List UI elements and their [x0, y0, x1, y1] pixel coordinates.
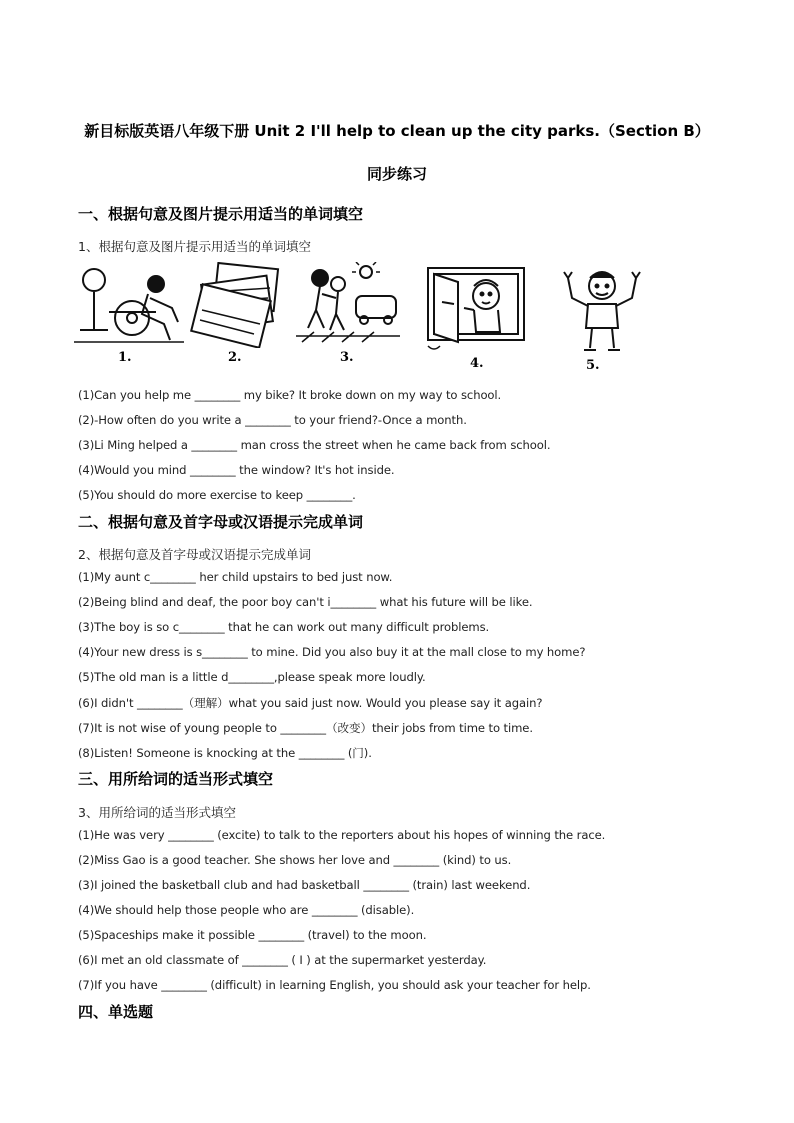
question-line: (8)Listen! Someone is knocking at the ________ (门).: [78, 746, 372, 760]
opening-window-illustration: [424, 262, 528, 371]
question-line: (6)I met an old classmate of ________ ( I ) at the supermarket yesterday.: [78, 953, 487, 967]
question-line: (4)Your new dress is s________ to mine. Did you also buy it at the mall close to my home?: [78, 645, 586, 659]
section-instruction-2: 2、根据句意及首字母或汉语提示完成单词: [78, 547, 311, 562]
question-line: (5)You should do more exercise to keep ________.: [78, 488, 356, 502]
section-instruction-1: 1、根据句意及图片提示用适当的单词填空: [78, 239, 311, 254]
question-line: (3)I joined the basketball club and had basketball ________ (train) last weekend.: [78, 878, 531, 892]
picture-number-4: 4.: [470, 356, 484, 371]
strong-boy-illustration: [556, 262, 648, 373]
question-line: (7)If you have ________ (difficult) in learning English, you should ask your teacher for help.: [78, 978, 591, 992]
question-line: (4)We should help those people who are ________ (disable).: [78, 903, 415, 917]
letters-illustration: [190, 262, 292, 365]
picture-number-1: 1.: [118, 350, 132, 365]
question-line: (6)I didn't ________（理解）what you said just now. Would you please say it again?: [78, 696, 543, 710]
question-line: (4)Would you mind ________ the window? It's hot inside.: [78, 463, 395, 477]
helping-old-man-illustration: [296, 262, 400, 365]
page-title: 新目标版英语八年级下册 Unit 2 I'll help to clean up the city parks.（Section B）: [84, 122, 710, 140]
question-line: (2)Miss Gao is a good teacher. She shows her love and ________ (kind) to us.: [78, 853, 512, 867]
question-line: (2)-How often do you write a ________ to your friend?-Once a month.: [78, 413, 467, 427]
picture-prompts: [74, 262, 654, 378]
question-line: (7)It is not wise of young people to ________（改变）their jobs from time to time.: [78, 721, 533, 735]
section-instruction-3: 3、用所给词的适当形式填空: [78, 805, 236, 820]
section-heading-4: 四、单选题: [78, 1003, 154, 1021]
question-line: (3)Li Ming helped a ________ man cross the street when he came back from school.: [78, 438, 551, 452]
page-subtitle: 同步练习: [366, 165, 427, 183]
section-heading-1: 一、根据句意及图片提示用适当的单词填空: [78, 205, 364, 223]
bike-repair-illustration: [74, 262, 184, 365]
question-line: (1)My aunt c________ her child upstairs to bed just now.: [78, 570, 393, 584]
picture-number-2: 2.: [228, 350, 242, 365]
question-line: (1)Can you help me ________ my bike? It broke down on my way to school.: [78, 388, 502, 402]
question-line: (2)Being blind and deaf, the poor boy can't i________ what his future will be like.: [78, 595, 533, 609]
picture-number-3: 3.: [340, 350, 354, 365]
question-line: (1)He was very ________ (excite) to talk to the reporters about his hopes of winning the race.: [78, 828, 606, 842]
question-line: (5)The old man is a little d________,please speak more loudly.: [78, 670, 426, 684]
section-heading-3: 三、用所给词的适当形式填空: [78, 770, 274, 788]
question-line: (5)Spaceships make it possible ________ (travel) to the moon.: [78, 928, 427, 942]
picture-number-5: 5.: [586, 358, 600, 373]
question-line: (3)The boy is so c________ that he can work out many difficult problems.: [78, 620, 490, 634]
section-heading-2: 二、根据句意及首字母或汉语提示完成单词: [78, 513, 364, 531]
